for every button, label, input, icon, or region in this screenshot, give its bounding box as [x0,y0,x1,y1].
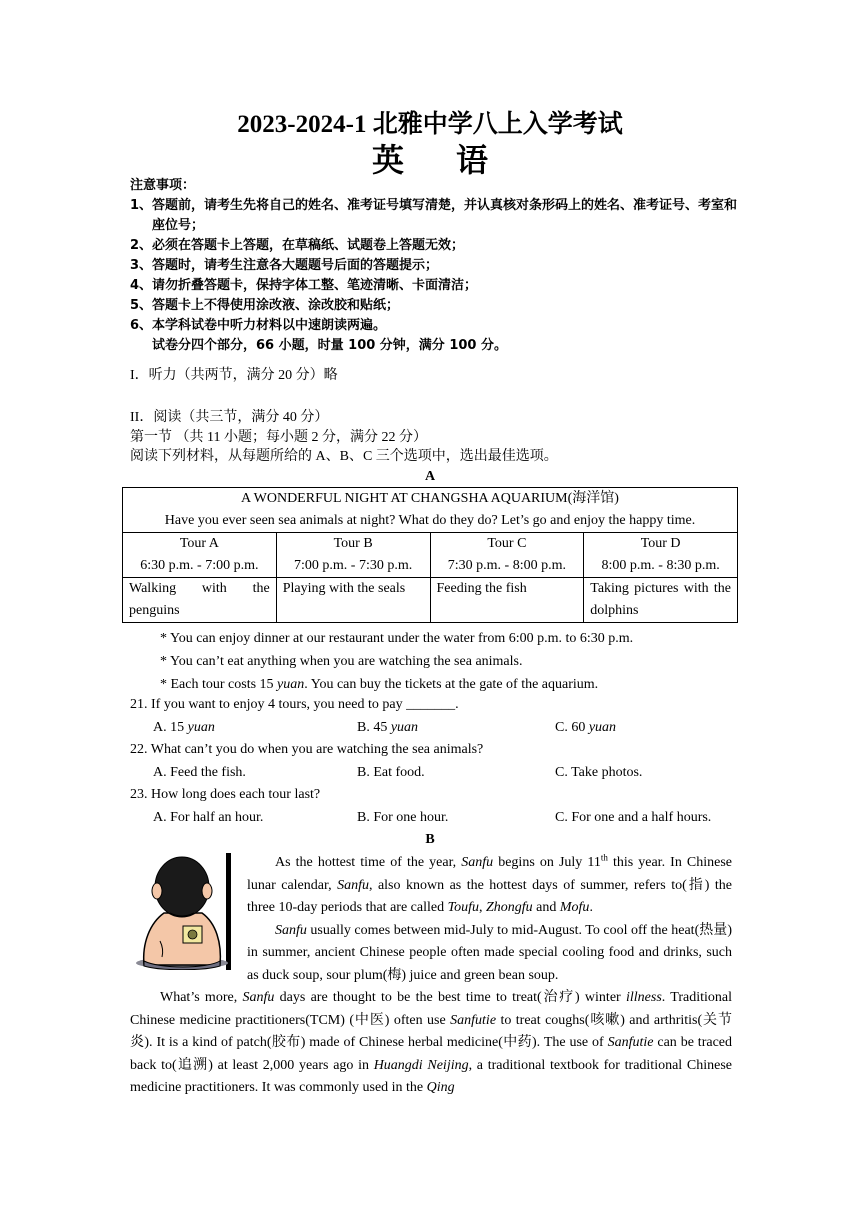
note-item: 2、必须在答题卡上答题，在草稿纸、试题卷上答题无效； [130,238,465,253]
activity-cell: Feeding the fish [430,578,584,623]
question-22: 22. What can’t you do when you are watching the sea animals? [130,742,484,757]
section-listening: I．听力（共两节，满分 20 分）略 [130,368,338,383]
option: A. 15 yuan [153,720,215,735]
activity-cell: Taking pictures with the dolphins [584,578,738,623]
tour-cell: Tour A 6:30 p.m. - 7:00 p.m. [123,533,277,578]
question-23: 23. How long does each tour last? [130,787,321,802]
sanfutie-illustration [130,853,234,970]
tour-note: * You can’t eat anything when you are watching the sea animals. [160,654,523,669]
note-item: 4、请勿折叠答题卡，保持字体工整、笔迹清晰、卡面清洁； [130,278,478,293]
tour-note: * Each tour costs 15 yuan. You can buy the tickets at the gate of the aquarium. [160,677,599,692]
option: C. Take photos. [555,765,643,780]
tour-notes [160,627,633,696]
notes-heading: 注意事项： [130,178,196,193]
question-21: 21. If you want to enjoy 4 tours, you need to pay _______. [130,697,459,712]
exam-notes [130,176,740,356]
subject-title: 英语 [371,141,540,179]
note-item: 1、答题前，请考生先将自己的姓名、准考证号填写清楚，并认真核对条形码上的姓名、准考证号、考室和座位号； [130,198,738,233]
table-row [123,533,738,578]
option: B. 45 yuan [357,720,419,735]
notes-summary: 试卷分四个部分，66 小题，时量 100 分钟，满分 100 分。 [152,338,507,353]
table-row [123,488,738,533]
table-row [123,578,738,623]
option: C. For one and a half hours. [555,810,712,825]
option: A. Feed the fish. [153,765,246,780]
activity-cell: Playing with the seals [276,578,430,623]
option: B. Eat food. [357,765,425,780]
section-instruction: 阅读下列材料，从每题所给的 A、B、C 三个选项中，选出最佳选项。 [130,449,558,464]
tour-cell: Tour D 8:00 p.m. - 8:30 p.m. [584,533,738,578]
tour-cell: Tour C 7:30 p.m. - 8:00 p.m. [430,533,584,578]
passage-b-label: B [425,832,435,847]
note-item: 5、答题卡上不得使用涂改液、涂改胶和贴纸； [130,298,400,313]
activity-cell: Walking with the penguins [123,578,277,623]
passage-a-label: A [424,469,436,484]
option: C. 60 yuan [555,720,617,735]
note-item: 3、答题时，请考生注意各大题题号后面的答题提示； [130,258,439,273]
option: A. For half an hour. [153,810,264,825]
tour-note: * You can enjoy dinner at our restaurant under the water from 6:00 p.m. to 6:30 p.m. [160,631,634,646]
section-part1: 第一节 （共 11 小题；每小题 2 分，满分 22 分） [130,430,427,445]
page-title: 2023-2024-1 北雅中学八上入学考试 [237,111,623,138]
table-title: A WONDERFUL NIGHT AT CHANGSHA AQUARIUM(海洋馆) Have you ever seen sea animals at night? What do they do? Let’s go and enjoy the happy time. [123,488,738,533]
passage-b-p1: As the hottest time of the year, Sanfu begins on July 11th this year. In Chinese lunar calendar, Sanfu, also known as the hottest days of summer, refers to(指) the three 10-day periods that are called Toufu, Zhongfu and Mofu. Sanfu usually comes between mid-July to mid-August. To cool off the heat(热量) in summer, ancient Chinese people often made special cooling food and drinks, such as duck soup, sour plum(梅) juice and green bean soup. [247,852,732,983]
note-item: 6、本学科试卷中听力材料以中速朗读两遍。 [130,318,387,333]
option: B. For one hour. [357,810,449,825]
tour-table [122,487,738,623]
passage-b-p3: What’s more, Sanfu days are thought to be the best time to treat(治疗) winter illness. Traditional Chinese medicine practitioners(TCM) (中医) often use Sanfutie to treat coughs(咳嗽) and arthritis(关节炎). It is a kind of patch(胶布) made of Chinese herbal medicine(中药). The use of Sanfutie can be traced back to(追溯) at least 2,000 years ago in Huangdi Neijing, a traditional textbook for traditional Chinese medicine practitioners. It was commonly used in the Qing [130,990,732,1096]
section-reading-title: II．阅读（共三节，满分 40 分） [130,410,329,425]
tour-cell: Tour B 7:00 p.m. - 7:30 p.m. [276,533,430,578]
